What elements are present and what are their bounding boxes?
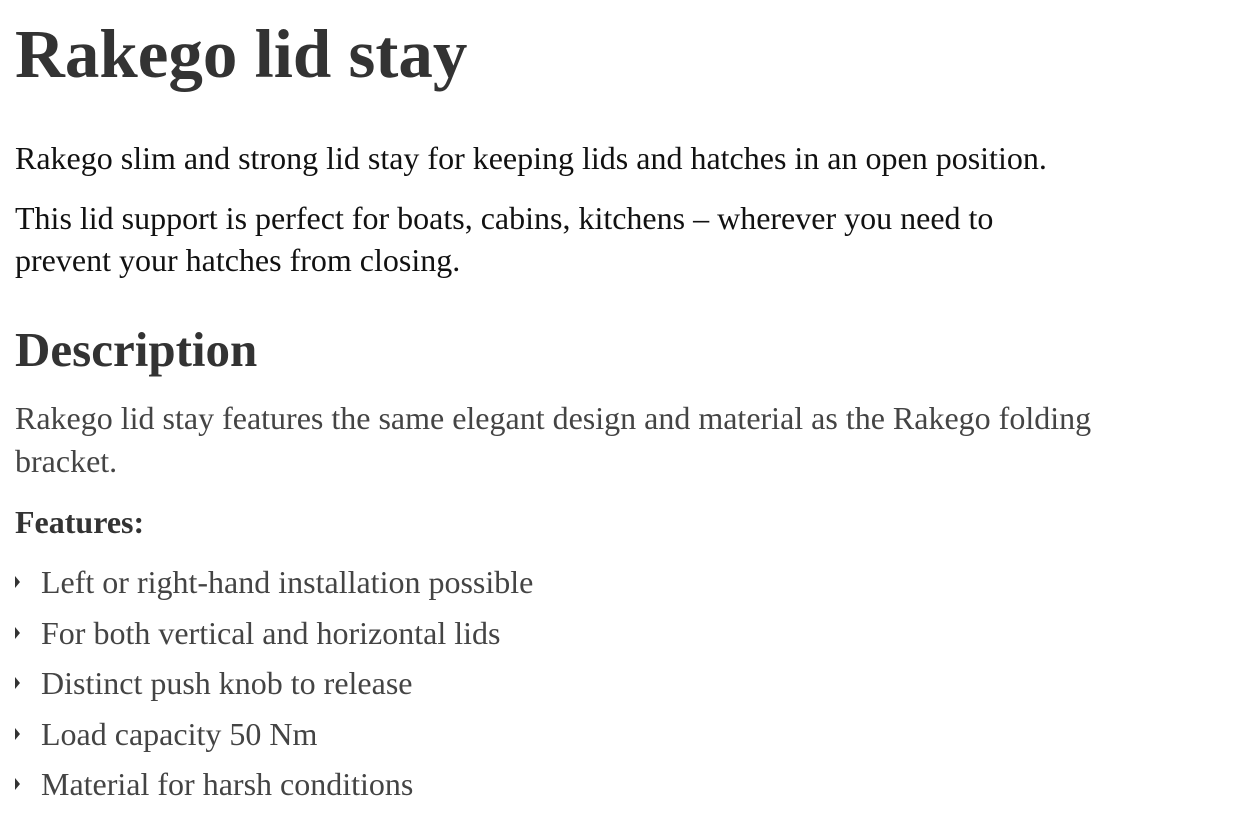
bullet-icon — [15, 778, 20, 790]
feature-item — [15, 662, 533, 713]
feature-item — [15, 713, 533, 764]
feature-item-text: Left or right-hand installation possible — [41, 564, 534, 600]
feature-item-text: Distinct push knob to release — [41, 665, 413, 701]
bullet-icon — [15, 627, 20, 639]
description-heading: Description — [15, 322, 258, 377]
features-label: Features: — [15, 504, 145, 540]
features-list — [15, 561, 533, 814]
feature-item-text: Load capacity 50 Nm — [41, 715, 318, 752]
feature-item-text: For both vertical and horizontal lids — [41, 614, 501, 651]
page-title: Rakego lid stay — [15, 16, 468, 92]
bullet-icon — [15, 728, 20, 740]
feature-item — [15, 763, 533, 814]
intro-paragraph-2: This lid support is perfect for boats, cabins, kitchens – wherever you need to prevent your hatches from closing. — [15, 200, 994, 278]
bullet-icon — [15, 576, 20, 588]
description-text: Rakego lid stay features the same elegant design and material as the Rakego folding bracket. — [15, 400, 1092, 479]
intro-paragraph-1: Rakego slim and strong lid stay for keeping lids and hatches in an open position. — [15, 140, 1047, 176]
feature-item — [15, 612, 533, 663]
bullet-icon — [15, 677, 20, 689]
feature-item — [15, 561, 533, 612]
feature-item-text: Material for harsh conditions — [41, 766, 414, 802]
